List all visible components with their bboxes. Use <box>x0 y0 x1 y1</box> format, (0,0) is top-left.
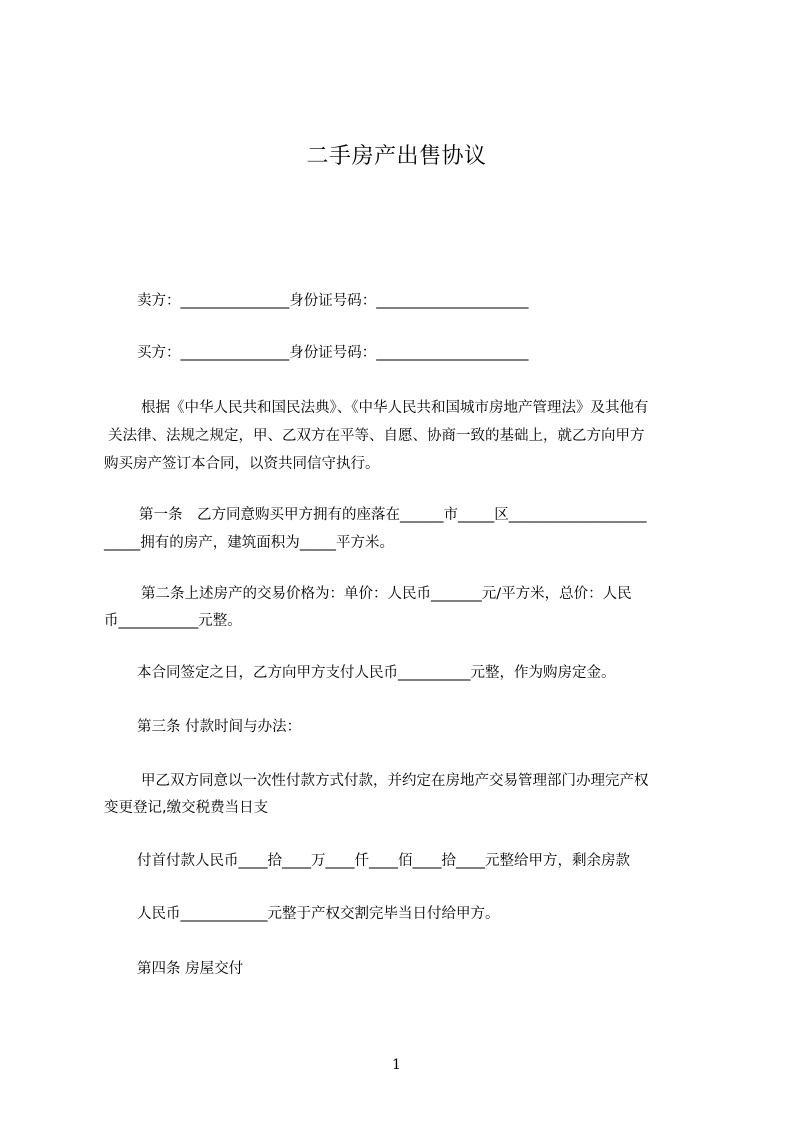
article-4-heading: 第四条 房屋交付 <box>137 961 244 977</box>
preamble-line-3: 购买房产签订本合同，以资共同信守执行。 <box>104 456 380 472</box>
payment-line-1: 甲乙双方同意以一次性付款方式付款，并约定在房地产交易管理部门办理完产权 <box>141 773 649 789</box>
article-3-heading: 第三条 付款时间与办法： <box>137 719 302 735</box>
article-2-line-2: 币___________元整。 <box>104 613 242 629</box>
payment-line-3: 付首付款人民币____拾____万____仟____佰____拾____元整给甲方，剩余房款 <box>137 853 630 869</box>
document-title: 二手房产出售协议 <box>306 144 487 169</box>
preamble-line-2: 关法律、法规之规定，甲、乙双方在平等、自愿、协商一致的基础上，就乙方向甲方 <box>108 428 645 444</box>
payment-line-4: 人民币____________元整于产权交割完毕当日付给甲方。 <box>137 906 500 922</box>
preamble-line-1: 根据《中华人民共和国民法典》、《中华人民共和国城市房地产管理法》及其他有 <box>141 400 649 416</box>
page-number: 1 <box>392 1057 401 1073</box>
article-1-line-2: _____拥有的房产，建筑面积为_____平方米。 <box>104 535 394 551</box>
article-1-line-1: 第一条 乙方同意购买甲方拥有的座落在______市_____区___________________ <box>139 507 647 523</box>
deposit-line: 本合同签定之日，乙方向甲方支付人民币__________元整，作为购房定金。 <box>137 665 616 681</box>
payment-line-2: 变更登记,缴交税费当日支 <box>104 800 269 816</box>
seller-line: 卖方：_______________身份证号码：_____________________ <box>137 293 529 309</box>
article-2-line-1: 第二条上述房产的交易价格为：单价：人民币_______元/平方米，总价：人民 <box>141 586 632 602</box>
buyer-line: 买方：_______________身份证号码：_____________________ <box>137 345 529 361</box>
